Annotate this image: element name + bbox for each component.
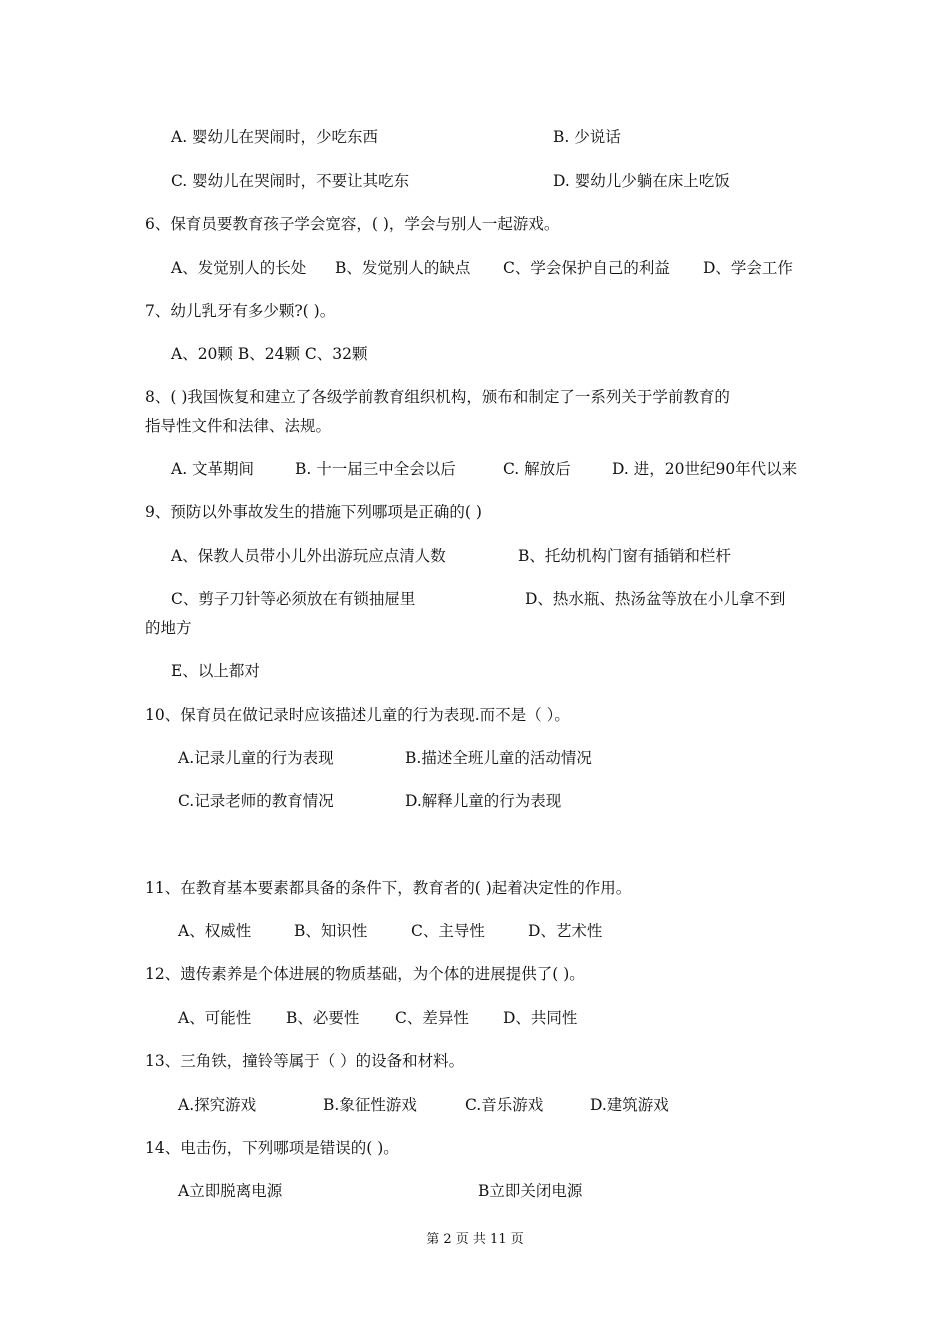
q12-option-d: D、共同性 <box>503 1009 578 1027</box>
q9-option-b: B、托幼机构门窗有插销和栏杆 <box>518 547 731 565</box>
q10-option-b: B.描述全班儿童的活动情况 <box>405 749 592 767</box>
q8-option-a: A. 文革期间 <box>171 460 255 478</box>
q8-option-c: C. 解放后 <box>503 460 571 478</box>
q9-option-d-continued: 的地方 <box>145 619 192 637</box>
q11-stem: 11、在教育基本要素都具备的条件下，教育者的( )起着决定性的作用。 <box>145 879 632 897</box>
q10-option-c: C.记录老师的教育情况 <box>178 792 334 810</box>
q8-stem-line1: 8、( )我国恢复和建立了各级学前教育组织机构，颁布和制定了一系列关于学前教育的 <box>145 388 730 406</box>
q7-stem: 7、幼儿乳牙有多少颗?( )。 <box>145 302 336 320</box>
q9-option-e: E、以上都对 <box>171 662 260 680</box>
q12-stem: 12、遗传素养是个体进展的物质基础，为个体的进展提供了( )。 <box>145 965 585 983</box>
q12-option-c: C、差异性 <box>395 1009 469 1027</box>
q13-option-c: C.音乐游戏 <box>465 1096 544 1114</box>
q9-option-c: C、剪子刀针等必须放在有锁抽屉里 <box>171 590 416 608</box>
q8-option-d: D. 进，20世纪90年代以来 <box>612 460 798 478</box>
q8-option-b: B. 十一届三中全会以后 <box>295 460 456 478</box>
q6-option-c: C、学会保护自己的利益 <box>503 259 670 277</box>
q14-stem: 14、电击伤，下列哪项是错误的( )。 <box>145 1139 399 1157</box>
q13-stem: 13、三角铁，撞铃等属于（ ）的设备和材料。 <box>145 1052 465 1070</box>
q6-option-b: B、发觉别人的缺点 <box>335 259 471 277</box>
q6-option-d: D、学会工作 <box>703 259 793 277</box>
q10-option-a: A.记录儿童的行为表现 <box>178 749 334 767</box>
q9-option-d: D、热水瓶、热汤盆等放在小儿拿不到 <box>525 590 786 608</box>
q8-stem-line2: 指导性文件和法律、法规。 <box>145 417 332 435</box>
q14-option-b: B立即关闭电源 <box>478 1182 583 1200</box>
q5-option-d: D. 婴幼儿少躺在床上吃饭 <box>553 172 730 190</box>
q11-option-d: D、艺术性 <box>528 922 603 940</box>
q5-option-a: A. 婴幼儿在哭闹时，少吃东西 <box>171 128 379 146</box>
q5-option-b: B. 少说话 <box>553 128 621 146</box>
q13-option-b: B.象征性游戏 <box>323 1096 417 1114</box>
q7-options: A、20颗 B、24颗 C、32颗 <box>171 345 368 363</box>
q9-stem: 9、预防以外事故发生的措施下列哪项是正确的( ) <box>145 503 482 521</box>
q9-option-a: A、保教人员带小儿外出游玩应点清人数 <box>171 547 446 565</box>
q11-option-c: C、主导性 <box>411 922 485 940</box>
page-number-footer: 第 2 页 共 11 页 <box>426 1232 524 1247</box>
q13-option-a: A.探究游戏 <box>178 1096 257 1114</box>
q6-option-a: A、发觉别人的长处 <box>171 259 307 277</box>
q6-stem: 6、保育员要教育孩子学会宽容，( )，学会与别人一起游戏。 <box>145 215 560 233</box>
q12-option-b: B、必要性 <box>286 1009 360 1027</box>
q12-option-a: A、可能性 <box>178 1009 252 1027</box>
q14-option-a: A立即脱离电源 <box>178 1182 283 1200</box>
q10-option-d: D.解释儿童的行为表现 <box>405 792 562 810</box>
q5-option-c: C. 婴幼儿在哭闹时，不要让其吃东 <box>171 172 410 190</box>
q11-option-a: A、权威性 <box>178 922 252 940</box>
q13-option-d: D.建筑游戏 <box>590 1096 669 1114</box>
q11-option-b: B、知识性 <box>294 922 368 940</box>
q10-stem: 10、保育员在做记录时应该描述儿童的行为表现.而不是（ ）。 <box>145 706 570 724</box>
